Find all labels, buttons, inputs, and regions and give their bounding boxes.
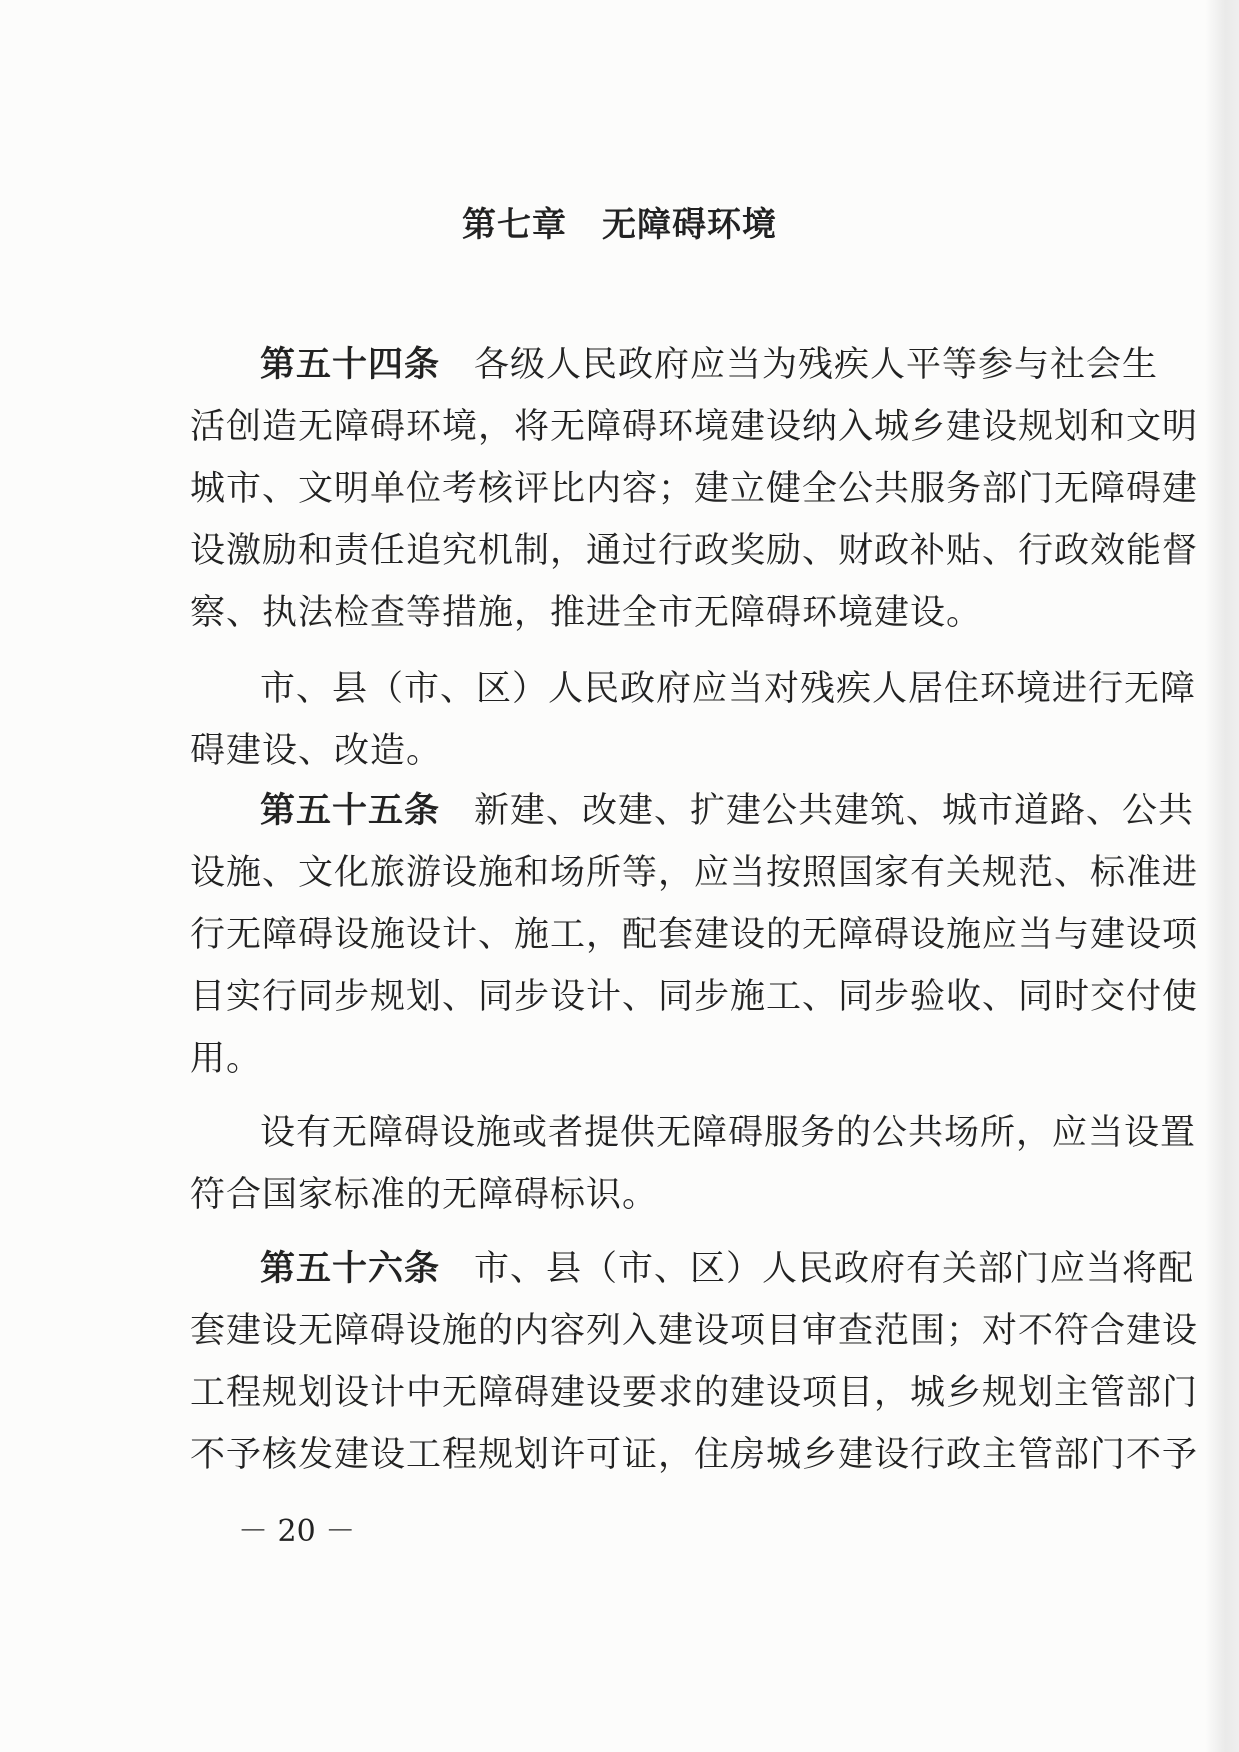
article-55-text-1: 新建、改建、扩建公共建筑、城市道路、公共 [474,791,1195,831]
article-55-para2-line-2: 符合国家标准的无障碍标识。 [190,1175,659,1215]
article-56-line-4: 不予核发建设工程规划许可证，住房城乡建设行政主管部门不予 [190,1435,1199,1475]
article-54-line-3: 城市、文明单位考核评比内容；建立健全公共服务部门无障碍建 [190,469,1199,509]
article-55-line-1 [260,786,1195,836]
article-55-line-3: 行无障碍设施设计、施工，配套建设的无障碍设施应当与建设项 [190,915,1199,955]
article-54-line-2: 活创造无障碍环境，将无障碍环境建设纳入城乡建设规划和文明 [190,407,1199,447]
chapter-title: 第七章 无障碍环境 [462,205,777,245]
article-56-line-1 [260,1244,1195,1294]
article-56-text-1: 市、县（市、区）人民政府有关部门应当将配 [474,1249,1195,1289]
article-54-line-5: 察、执法检查等措施，推进全市无障碍环境建设。 [190,593,983,633]
article-55-line-5: 用。 [190,1039,263,1079]
article-54-label: 第五十四条 [260,344,441,385]
article-54-line-1 [260,340,1159,390]
scan-edge-shadow [1205,0,1239,1752]
article-54-line-4: 设激励和责任追究机制，通过行政奖励、财政补贴、行政效能督 [190,531,1199,571]
article-56-line-2: 套建设无障碍设施的内容列入建设项目审查范围；对不符合建设 [190,1311,1199,1351]
article-54-para2-line-2: 碍建设、改造。 [190,731,443,771]
article-54-text-1: 各级人民政府应当为残疾人平等参与社会生 [474,345,1159,385]
article-55-line-4: 目实行同步规划、同步设计、同步施工、同步验收、同时交付使 [190,977,1199,1017]
article-56-line-3: 工程规划设计中无障碍建设要求的建设项目，城乡规划主管部门 [190,1373,1199,1413]
article-56-label: 第五十六条 [260,1248,441,1289]
article-55-para2-line-1: 设有无障碍设施或者提供无障碍服务的公共场所，应当设置 [260,1113,1197,1153]
page-number: － 20 － [238,1514,356,1549]
article-55-line-2: 设施、文化旅游设施和场所等，应当按照国家有关规范、标准进 [190,853,1199,893]
article-54-para2-line-1: 市、县（市、区）人民政府应当对残疾人居住环境进行无障 [260,669,1197,709]
article-55-label: 第五十五条 [260,790,441,831]
